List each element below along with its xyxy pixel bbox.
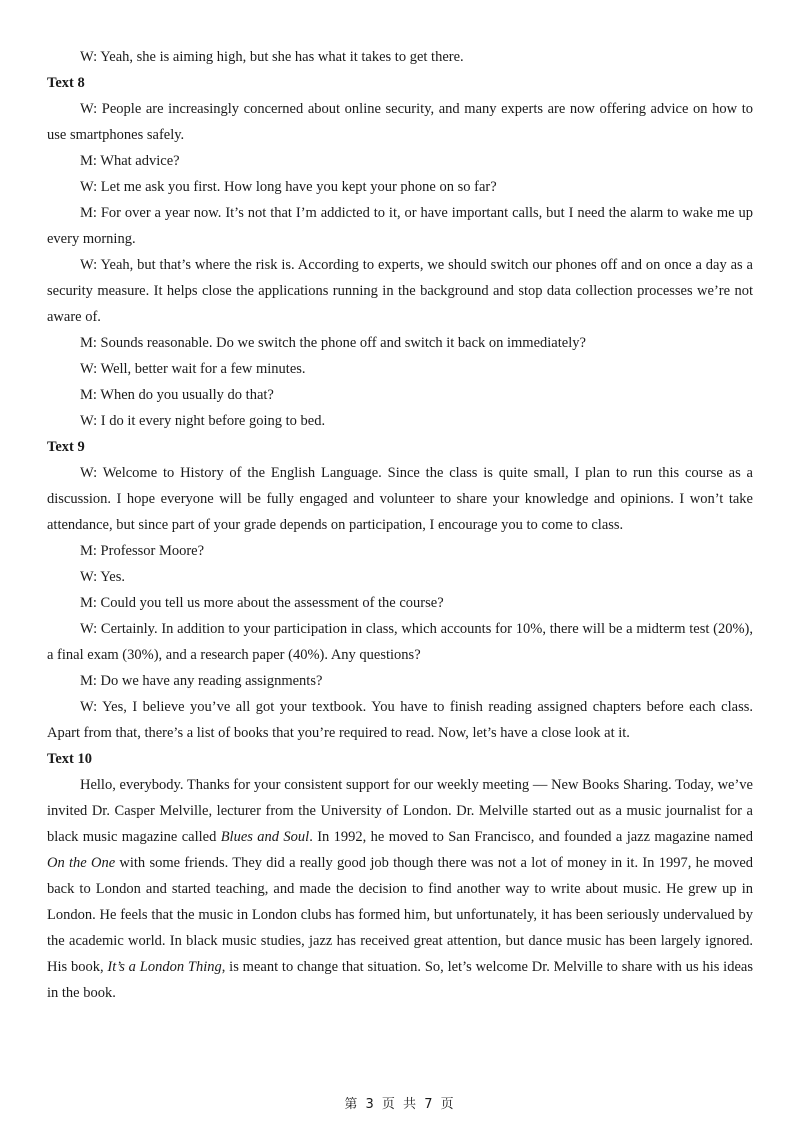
paragraph: W: Yes. — [80, 569, 125, 585]
paragraph: W: Yes, I believe you’ve all got your textbook. You have to finish reading assigned chapters before each class. Apart from that, there’s a list of books that you’re required to read. Now, let’s have a close look at it. — [47, 699, 753, 741]
paragraph: W: Welcome to History of the English Language. Since the class is quite small, I plan to run this course as a discussion. I hope everyone will be fully engaged and volunteer to share your knowledge and opinions. I won’t take attendance, but since part of your grade depends on participation, I encourage you to come to class. — [47, 465, 753, 533]
paragraph: M: Do we have any reading assignments? — [80, 673, 323, 689]
book-title: It’s a London Thing — [107, 959, 222, 975]
paragraph: M: Sounds reasonable. Do we switch the phone off and switch it back on immediately? — [80, 335, 586, 351]
text-10-paragraph — [47, 772, 753, 1006]
paragraph: W: Well, better wait for a few minutes. — [80, 361, 306, 377]
paragraph: M: Could you tell us more about the assessment of the course? — [80, 595, 444, 611]
text-10-part-4: , is meant to change that situation. So, let’s welcome Dr. Melville to share with us his ideas in the book. — [47, 959, 753, 1001]
document-page — [47, 44, 753, 1006]
paragraph: W: Yeah, but that’s where the risk is. According to experts, we should switch our phones off and on once a day as a security measure. It helps close the applications running in the background and stop data collection processes we’re not aware of. — [47, 257, 753, 325]
text-10-part-1: Hello, everybody. Thanks for your consistent support for our weekly meeting — New Books Sharing. Today, we’ve invited Dr. Casper Melville, lecturer from the University of London. Dr. Melville started out as a music journalist for a black music magazine called — [47, 777, 753, 845]
paragraph: M: When do you usually do that? — [80, 387, 274, 403]
paragraph: M: For over a year now. It’s not that I’m addicted to it, or have important calls, but I need the alarm to wake me up every morning. — [47, 205, 753, 247]
paragraph: W: Yeah, she is aiming high, but she has what it takes to get there. — [80, 49, 464, 65]
section-heading-text-10: Text 10 — [47, 751, 92, 767]
text-10-part-2: . In 1992, he moved to San Francisco, and founded a jazz magazine named — [309, 829, 753, 845]
magazine-title-blues-and-soul: Blues and Soul — [220, 829, 310, 845]
page-number-footer: 第 3 页 共 7 页 — [344, 1097, 456, 1112]
magazine-title-on-the-one: On the One — [47, 855, 116, 871]
section-heading-text-8: Text 8 — [47, 75, 85, 91]
paragraph: W: People are increasingly concerned about online security, and many experts are now offering advice on how to use smartphones safely. — [47, 101, 753, 143]
paragraph: W: I do it every night before going to bed. — [80, 413, 326, 429]
text-10-part-3: with some friends. They did a really good job though there was not a lot of money in it. In 1997, he moved back to London and started teaching, and made the decision to find another way to write about music. He grew up in London. He feels that the music in London clubs has formed him, but unfortunately, it has been seriously undervalued by the academic world. In black music studies, jazz has received great attention, but dance music has been largely ignored. His book, — [47, 855, 754, 975]
paragraph: W: Certainly. In addition to your participation in class, which accounts for 10%, there will be a midterm test (20%), a final exam (30%), and a research paper (40%). Any questions? — [47, 621, 753, 663]
paragraph: W: Let me ask you first. How long have you kept your phone on so far? — [80, 179, 497, 195]
paragraph: M: What advice? — [80, 153, 180, 169]
paragraph: M: Professor Moore? — [80, 543, 205, 559]
section-heading-text-9: Text 9 — [47, 439, 85, 455]
